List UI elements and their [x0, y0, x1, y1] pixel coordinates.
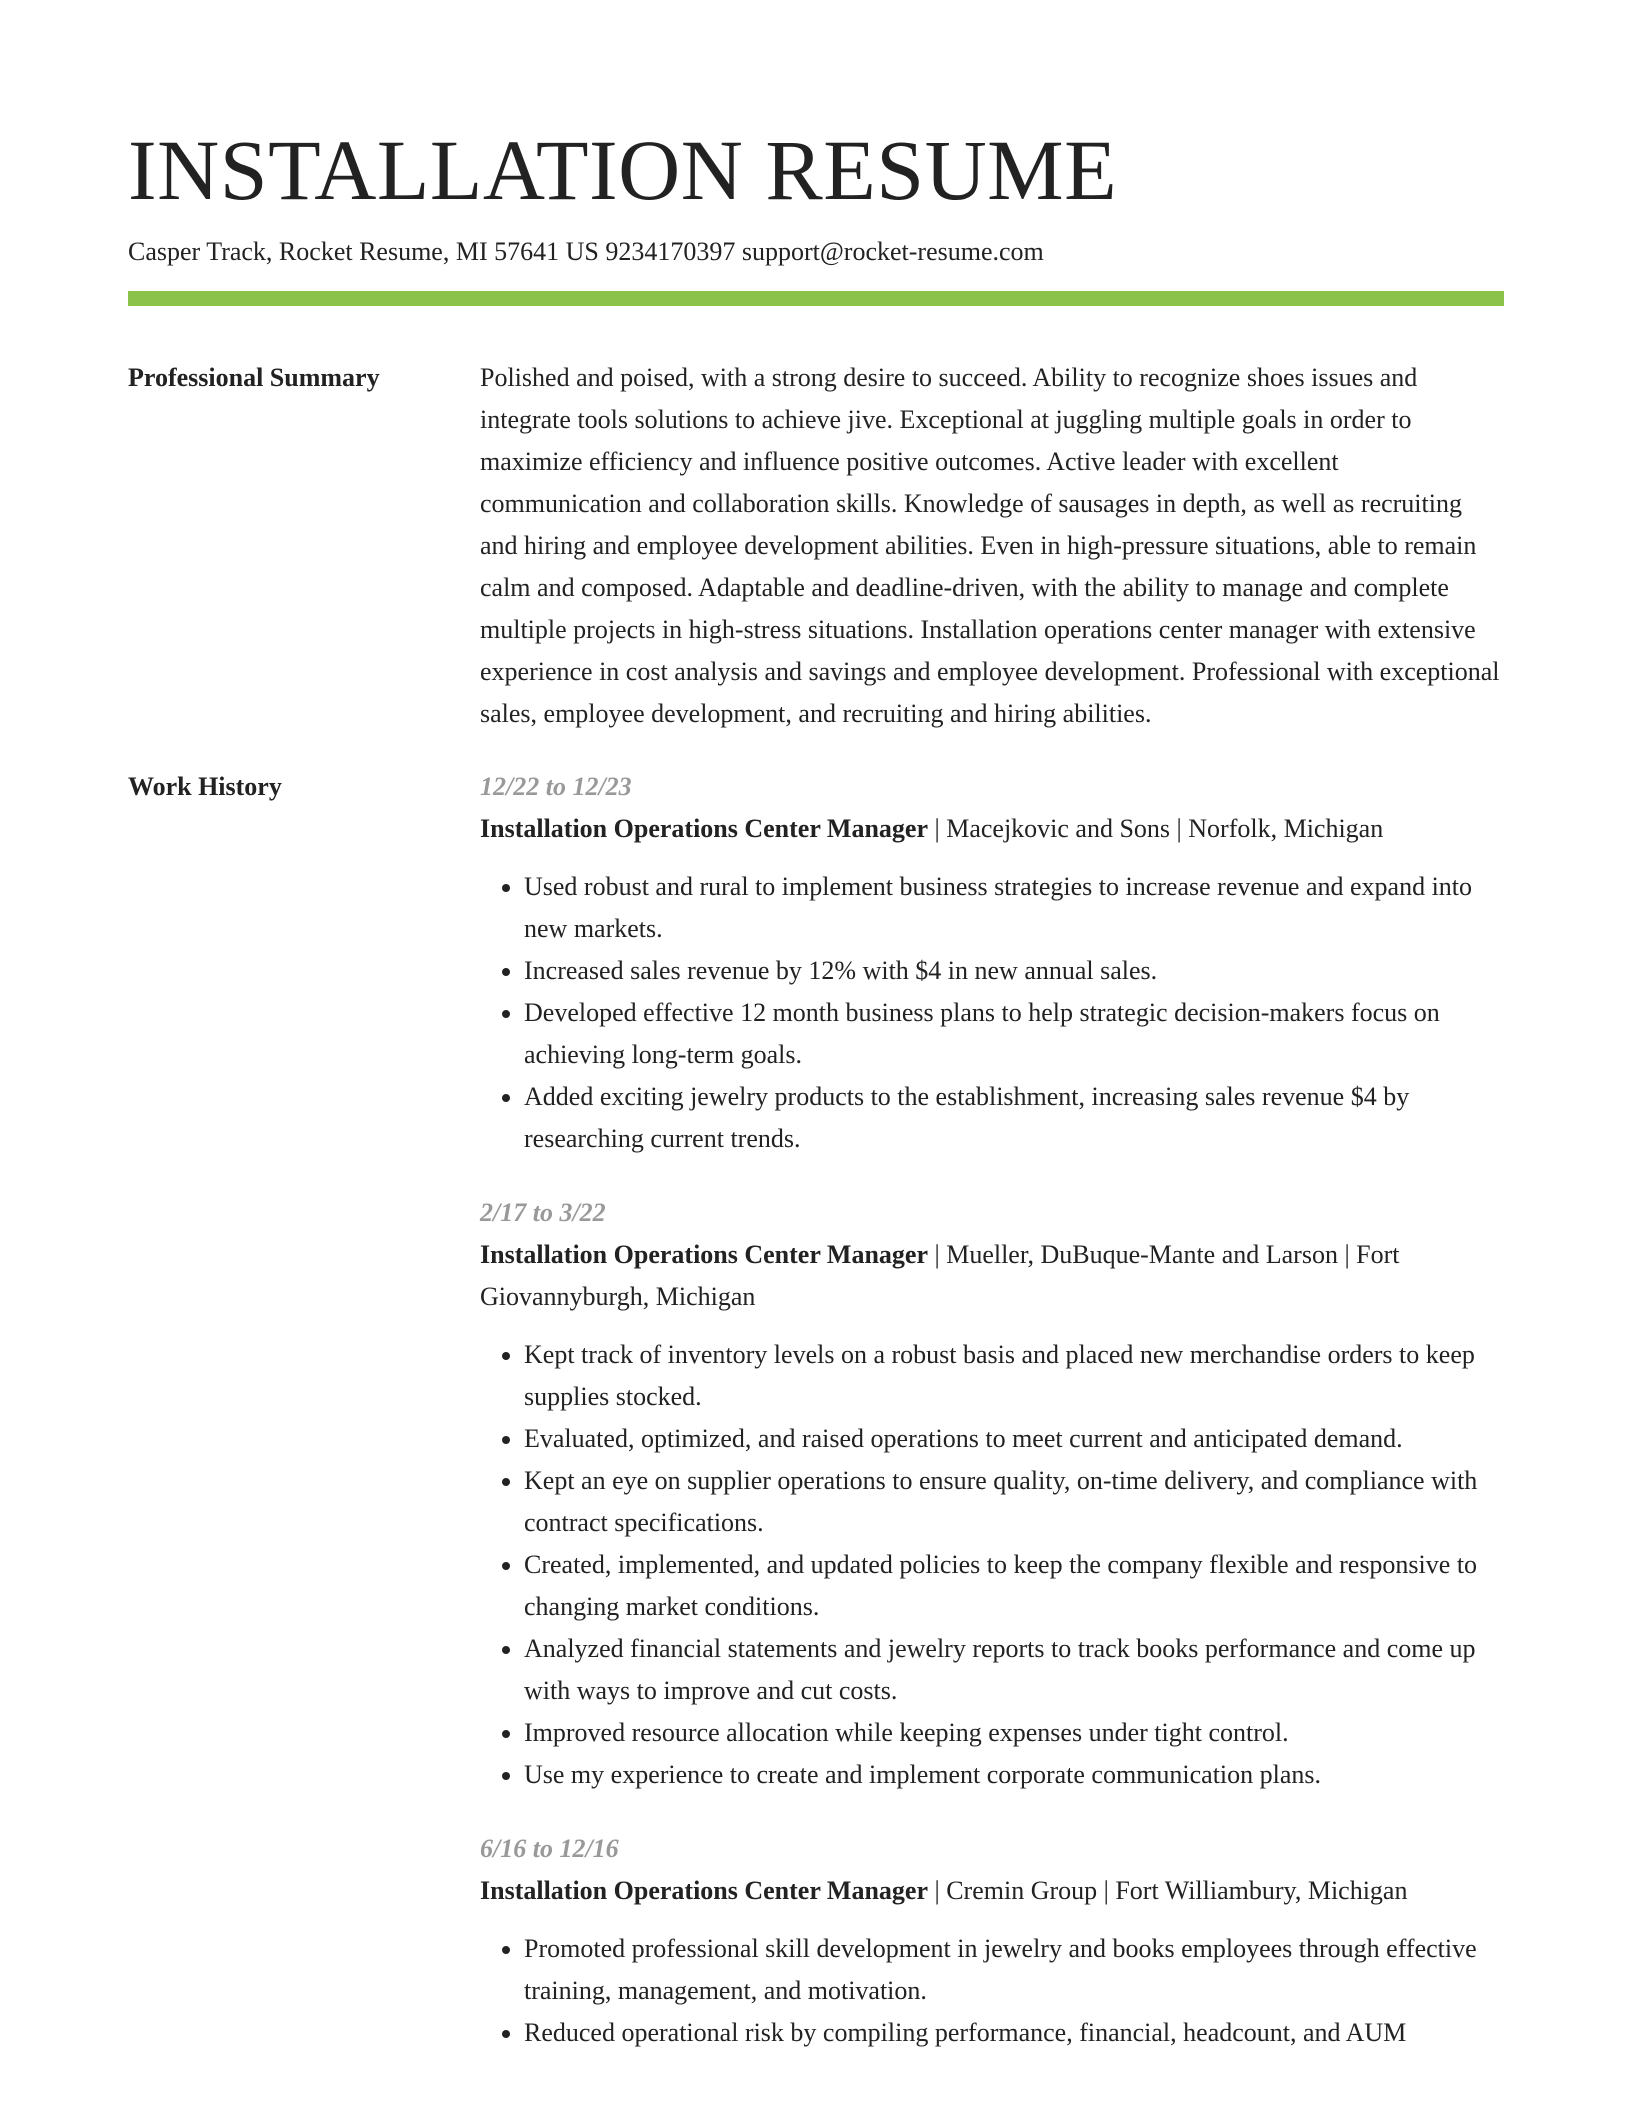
summary-text: Polished and poised, with a strong desire to succeed. Ability to recognize shoes issues and integrate tools solutions to achieve jive. Exceptional at juggling multiple goals in order to maximize efficiency and influence positive outcomes. Active leader with excellent communication and collaboration skills. Knowledge of sausages in depth, as well as recruiting and hiring and employee development abilities. Even in high-pressure situations, able to remain calm and composed. Adaptable and deadline-driven, with the ability to manage and complete multiple projects in high-stress situations. Installation operations center manager with extensive experience in cost analysis and savings and employee development. Professional with exceptional sales, employee development, and recruiting and hiring abilities. [480, 363, 1500, 728]
job-dates: 12/22 to 12/23 [480, 772, 632, 801]
job-title: Installation Operations Center Manager [480, 814, 928, 843]
job-bullet: • Analyzed financial statements and jewelry reports to track books performance and come up with ways to improve and cut costs. [524, 1628, 1504, 1712]
job-company-location: | Macejkovic and Sons | Norfolk, Michigan [928, 814, 1384, 843]
job-bullet-list [480, 866, 1504, 1160]
job-bullet-list [480, 1334, 1504, 1796]
job-entry [480, 766, 1504, 1160]
job-title: Installation Operations Center Manager [480, 1876, 928, 1905]
job-title: Installation Operations Center Manager [480, 1240, 928, 1269]
job-bullet: • Evaluated, optimized, and raised operations to meet current and anticipated demand. [524, 1418, 1504, 1460]
job-bullet-list [480, 1928, 1504, 2054]
resume-page [128, 0, 1504, 2086]
accent-divider [128, 291, 1504, 306]
job-bullet: • Kept an eye on supplier operations to ensure quality, on-time delivery, and compliance with contract specifications. [524, 1460, 1504, 1544]
job-dates: 6/16 to 12/16 [480, 1834, 619, 1863]
work-history-body [480, 766, 1504, 2086]
job-entry [480, 1828, 1504, 2054]
professional-summary-section [128, 357, 1504, 735]
job-heading [480, 808, 1504, 850]
work-history-section [128, 766, 1504, 2086]
job-company-location: | Cremin Group | Fort Williambury, Michigan [928, 1876, 1408, 1905]
professional-summary-body [480, 357, 1504, 735]
job-company-location: | Mueller, DuBuque-Mante and Larson | Fort Giovannyburgh, Michigan [480, 1240, 1400, 1311]
section-label-work-history: Work History [128, 772, 282, 801]
job-bullet: • Promoted professional skill development in jewelry and books employees through effective training, management, and motivation. [524, 1928, 1504, 2012]
job-entry [480, 1192, 1504, 1796]
job-bullet: • Developed effective 12 month business plans to help strategic decision-makers focus on achieving long-term goals. [524, 992, 1504, 1076]
contact-info: Casper Track, Rocket Resume, MI 57641 US 9234170397 support@rocket-resume.com [128, 237, 1044, 266]
job-bullet: • Increased sales revenue by 12% with $4 in new annual sales. [524, 950, 1504, 992]
job-bullet: • Improved resource allocation while keeping expenses under tight control. [524, 1712, 1504, 1754]
job-heading [480, 1870, 1504, 1912]
job-bullet: • Use my experience to create and implement corporate communication plans. [524, 1754, 1504, 1796]
job-bullet: • Reduced operational risk by compiling performance, financial, headcount, and AUM [524, 2012, 1504, 2054]
job-heading [480, 1234, 1504, 1318]
job-bullet: • Used robust and rural to implement business strategies to increase revenue and expand into new markets. [524, 866, 1504, 950]
job-bullet: • Kept track of inventory levels on a robust basis and placed new merchandise orders to keep supplies stocked. [524, 1334, 1504, 1418]
job-bullet: • Created, implemented, and updated policies to keep the company flexible and responsive to changing market conditions. [524, 1544, 1504, 1628]
section-label-professional-summary: Professional Summary [128, 363, 380, 392]
job-dates: 2/17 to 3/22 [480, 1198, 606, 1227]
resume-title: INSTALLATION RESUME [128, 122, 1118, 218]
job-bullet: • Added exciting jewelry products to the establishment, increasing sales revenue $4 by researching current trends. [524, 1076, 1504, 1160]
